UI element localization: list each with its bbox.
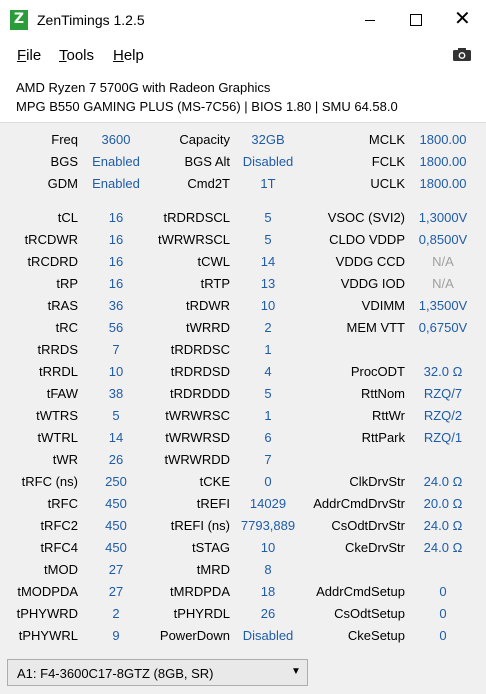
- maximize-button[interactable]: [393, 0, 439, 40]
- minimize-button[interactable]: [347, 0, 393, 40]
- timing-value-r1c3: Disabled: [242, 154, 294, 169]
- timing-label-r12c2: tRDRDDD: [170, 386, 230, 401]
- timing-label-r7c0: tRP: [56, 276, 78, 291]
- timing-value-r6c5: N/A: [432, 254, 454, 269]
- timing-value-r21c5: 0: [439, 584, 447, 599]
- timing-value-r5c3: 5: [264, 232, 272, 247]
- timing-label-r21c2: tMRDPDA: [170, 584, 230, 599]
- timing-label-r16c0: tRFC (ns): [21, 474, 78, 489]
- timing-label-r18c0: tRFC2: [40, 518, 78, 533]
- timing-value-r23c5: 0: [439, 628, 447, 643]
- system-info-panel: [0, 70, 486, 123]
- timing-value-r0c5: 1800.00: [419, 132, 467, 147]
- timing-value-r5c5: 0,8500V: [418, 232, 468, 247]
- timing-value-r17c1: 450: [105, 496, 127, 511]
- timing-label-r17c0: tRFC: [47, 496, 78, 511]
- title-bar[interactable]: [0, 0, 486, 40]
- timing-label-r0c4: MCLK: [368, 132, 405, 147]
- timing-value-r4c1: 16: [108, 210, 124, 225]
- menu-bar: [0, 40, 486, 70]
- timing-label-r8c2: tRDWR: [185, 298, 230, 313]
- timing-label-r5c4: CLDO VDDP: [329, 232, 405, 247]
- timing-value-r1c1: Enabled: [92, 154, 140, 169]
- minimize-icon: [365, 20, 375, 21]
- screenshot-camera-icon[interactable]: [452, 47, 472, 62]
- timing-value-r21c1: 27: [108, 584, 124, 599]
- timing-label-r2c4: UCLK: [370, 176, 405, 191]
- timing-label-r2c2: Cmd2T: [187, 176, 230, 191]
- timing-label-r17c2: tREFI: [196, 496, 230, 511]
- timing-value-r2c3: 1T: [260, 176, 276, 191]
- timing-value-r18c3: 7793,889: [240, 518, 296, 533]
- timing-value-r9c5: 0,6750V: [418, 320, 468, 335]
- timing-label-r11c2: tRDRDSD: [170, 364, 230, 379]
- timing-label-r18c2: tREFI (ns): [170, 518, 230, 533]
- timing-value-r16c5: 24.0 Ω: [423, 474, 463, 489]
- timing-value-r22c5: 0: [439, 606, 447, 621]
- timing-value-r6c1: 16: [108, 254, 124, 269]
- timing-label-r22c0: tPHYWRD: [16, 606, 78, 621]
- maximize-icon: [410, 14, 422, 26]
- timing-value-r0c3: 32GB: [251, 132, 285, 147]
- timing-value-r23c1: 9: [112, 628, 120, 643]
- timing-label-r15c2: tWRWRDD: [164, 452, 230, 467]
- timing-label-r9c4: MEM VTT: [346, 320, 405, 335]
- timing-label-r4c4: VSOC (SVI2): [327, 210, 405, 225]
- timing-value-r20c3: 8: [264, 562, 272, 577]
- timing-value-r4c5: 1,3000V: [418, 210, 468, 225]
- timing-value-r17c3: 14029: [249, 496, 287, 511]
- timing-label-r8c0: tRAS: [47, 298, 78, 313]
- timing-value-r14c3: 6: [264, 430, 272, 445]
- zentimings-logo-icon: Z: [10, 10, 28, 30]
- timing-value-r19c5: 24.0 Ω: [423, 540, 463, 555]
- timing-label-r16c4: ClkDrvStr: [349, 474, 405, 489]
- chevron-down-icon: ▼: [291, 666, 301, 677]
- timing-value-r10c1: 7: [112, 342, 120, 357]
- timing-value-r9c1: 56: [108, 320, 124, 335]
- window-title: ZenTimings 1.2.5: [37, 12, 145, 28]
- timing-label-r12c4: RttNom: [360, 386, 405, 401]
- timing-label-r18c4: CsOdtDrvStr: [331, 518, 405, 533]
- timing-label-r13c4: RttWr: [372, 408, 405, 423]
- timing-value-r8c5: 1,3500V: [418, 298, 468, 313]
- timing-label-r0c0: Freq: [51, 132, 78, 147]
- menu-tools[interactable]: Tools: [59, 47, 95, 64]
- timing-label-r9c0: tRC: [55, 320, 78, 335]
- timing-label-r0c2: Capacity: [179, 132, 230, 147]
- timing-value-r13c5: RZQ/2: [423, 408, 463, 423]
- timing-value-r1c5: 1800.00: [419, 154, 467, 169]
- timing-value-r16c3: 0: [264, 474, 272, 489]
- timing-label-r1c0: BGS: [50, 154, 78, 169]
- timing-value-r15c3: 7: [264, 452, 272, 467]
- timing-label-r9c2: tWRRD: [185, 320, 230, 335]
- menu-file[interactable]: File: [17, 47, 42, 64]
- timing-label-r20c0: tMOD: [44, 562, 78, 577]
- timing-value-r22c3: 26: [260, 606, 276, 621]
- timing-label-r11c0: tRRDL: [38, 364, 78, 379]
- timing-value-r7c5: N/A: [432, 276, 454, 291]
- close-icon: ✕: [454, 6, 471, 30]
- timing-value-r8c3: 10: [260, 298, 276, 313]
- timing-value-r13c3: 1: [264, 408, 272, 423]
- timing-value-r0c1: 3600: [101, 132, 131, 147]
- close-button[interactable]: [440, 0, 486, 40]
- timing-label-r14c4: RttPark: [361, 430, 405, 445]
- timing-label-r20c2: tMRD: [196, 562, 230, 577]
- timing-value-r10c3: 1: [264, 342, 272, 357]
- timing-label-r23c4: CkeSetup: [347, 628, 405, 643]
- timing-label-r7c4: VDDG IOD: [340, 276, 405, 291]
- timing-label-r15c0: tWR: [52, 452, 78, 467]
- timing-value-r11c5: 32.0 Ω: [423, 364, 463, 379]
- timing-value-r20c1: 27: [108, 562, 124, 577]
- timing-label-r4c0: tCL: [57, 210, 78, 225]
- timing-label-r13c2: tWRWRSC: [165, 408, 230, 423]
- timing-label-r22c2: tPHYRDL: [173, 606, 230, 621]
- timing-label-r10c0: tRRDS: [37, 342, 78, 357]
- timing-value-r11c3: 4: [264, 364, 272, 379]
- timing-value-r15c1: 26: [108, 452, 124, 467]
- timing-label-r6c2: tCWL: [197, 254, 230, 269]
- timing-label-r5c0: tRCDWR: [24, 232, 78, 247]
- timing-value-r13c1: 5: [112, 408, 120, 423]
- timing-label-r1c4: FCLK: [371, 154, 405, 169]
- timing-label-r17c4: AddrCmdDrvStr: [313, 496, 405, 511]
- timing-value-r19c1: 450: [105, 540, 127, 555]
- timing-value-r23c3: Disabled: [242, 628, 294, 643]
- timing-label-r19c4: CkeDrvStr: [345, 540, 405, 555]
- timing-value-r12c1: 38: [108, 386, 124, 401]
- timing-value-r11c1: 10: [108, 364, 124, 379]
- dimm-select-value: A1: F4-3600C17-8GTZ (8GB, SR): [17, 666, 214, 681]
- timing-label-r8c4: VDIMM: [361, 298, 405, 313]
- timing-value-r17c5: 20.0 Ω: [423, 496, 463, 511]
- timing-label-r14c0: tWTRL: [37, 430, 78, 445]
- timing-value-r14c1: 14: [108, 430, 124, 445]
- timing-value-r2c5: 1800.00: [419, 176, 467, 191]
- timing-value-r6c3: 14: [260, 254, 276, 269]
- timing-label-r6c4: VDDG CCD: [335, 254, 405, 269]
- timing-label-r16c2: tCKE: [199, 474, 230, 489]
- timing-label-r1c2: BGS Alt: [184, 154, 230, 169]
- timing-label-r11c4: ProcODT: [350, 364, 405, 379]
- timing-label-r14c2: tWRWRSD: [165, 430, 230, 445]
- timing-label-r23c2: PowerDown: [159, 628, 230, 643]
- timing-value-r8c1: 36: [108, 298, 124, 313]
- board-bios-info: MPG B550 GAMING PLUS (MS-7C56) | BIOS 1.80 | SMU 64.58.0: [16, 99, 398, 114]
- timing-value-r19c3: 10: [260, 540, 276, 555]
- timing-value-r2c1: Enabled: [92, 176, 140, 191]
- timing-label-r5c2: tWRWRSCL: [158, 232, 230, 247]
- timing-label-r7c2: tRTP: [200, 276, 230, 291]
- timing-value-r9c3: 2: [264, 320, 272, 335]
- timing-label-r21c4: AddrCmdSetup: [316, 584, 405, 599]
- timing-value-r7c3: 13: [260, 276, 276, 291]
- timing-value-r14c5: RZQ/1: [423, 430, 463, 445]
- timing-label-r10c2: tRDRDSC: [170, 342, 230, 357]
- timing-label-r22c4: CsOdtSetup: [334, 606, 405, 621]
- timing-value-r16c1: 250: [105, 474, 127, 489]
- menu-help[interactable]: Help: [113, 47, 144, 64]
- timing-label-r2c0: GDM: [47, 176, 78, 191]
- timing-label-r13c0: tWTRS: [36, 408, 78, 423]
- timing-value-r5c1: 16: [108, 232, 124, 247]
- timing-label-r12c0: tFAW: [46, 386, 78, 401]
- timing-value-r22c1: 2: [112, 606, 120, 621]
- timing-value-r21c3: 18: [260, 584, 276, 599]
- timing-label-r6c0: tRCDRD: [27, 254, 78, 269]
- timing-value-r12c3: 5: [264, 386, 272, 401]
- timing-label-r4c2: tRDRDSCL: [163, 210, 230, 225]
- timing-value-r18c5: 24.0 Ω: [423, 518, 463, 533]
- timing-value-r12c5: RZQ/7: [423, 386, 463, 401]
- timing-label-r21c0: tMODPDA: [17, 584, 78, 599]
- dimm-select[interactable]: [7, 659, 308, 686]
- cpu-name: AMD Ryzen 7 5700G with Radeon Graphics: [16, 80, 271, 95]
- timing-value-r18c1: 450: [105, 518, 127, 533]
- timing-value-r7c1: 16: [108, 276, 124, 291]
- timing-label-r19c2: tSTAG: [191, 540, 230, 555]
- timing-value-r4c3: 5: [264, 210, 272, 225]
- timing-label-r19c0: tRFC4: [40, 540, 78, 555]
- timing-label-r23c0: tPHYWRL: [18, 628, 78, 643]
